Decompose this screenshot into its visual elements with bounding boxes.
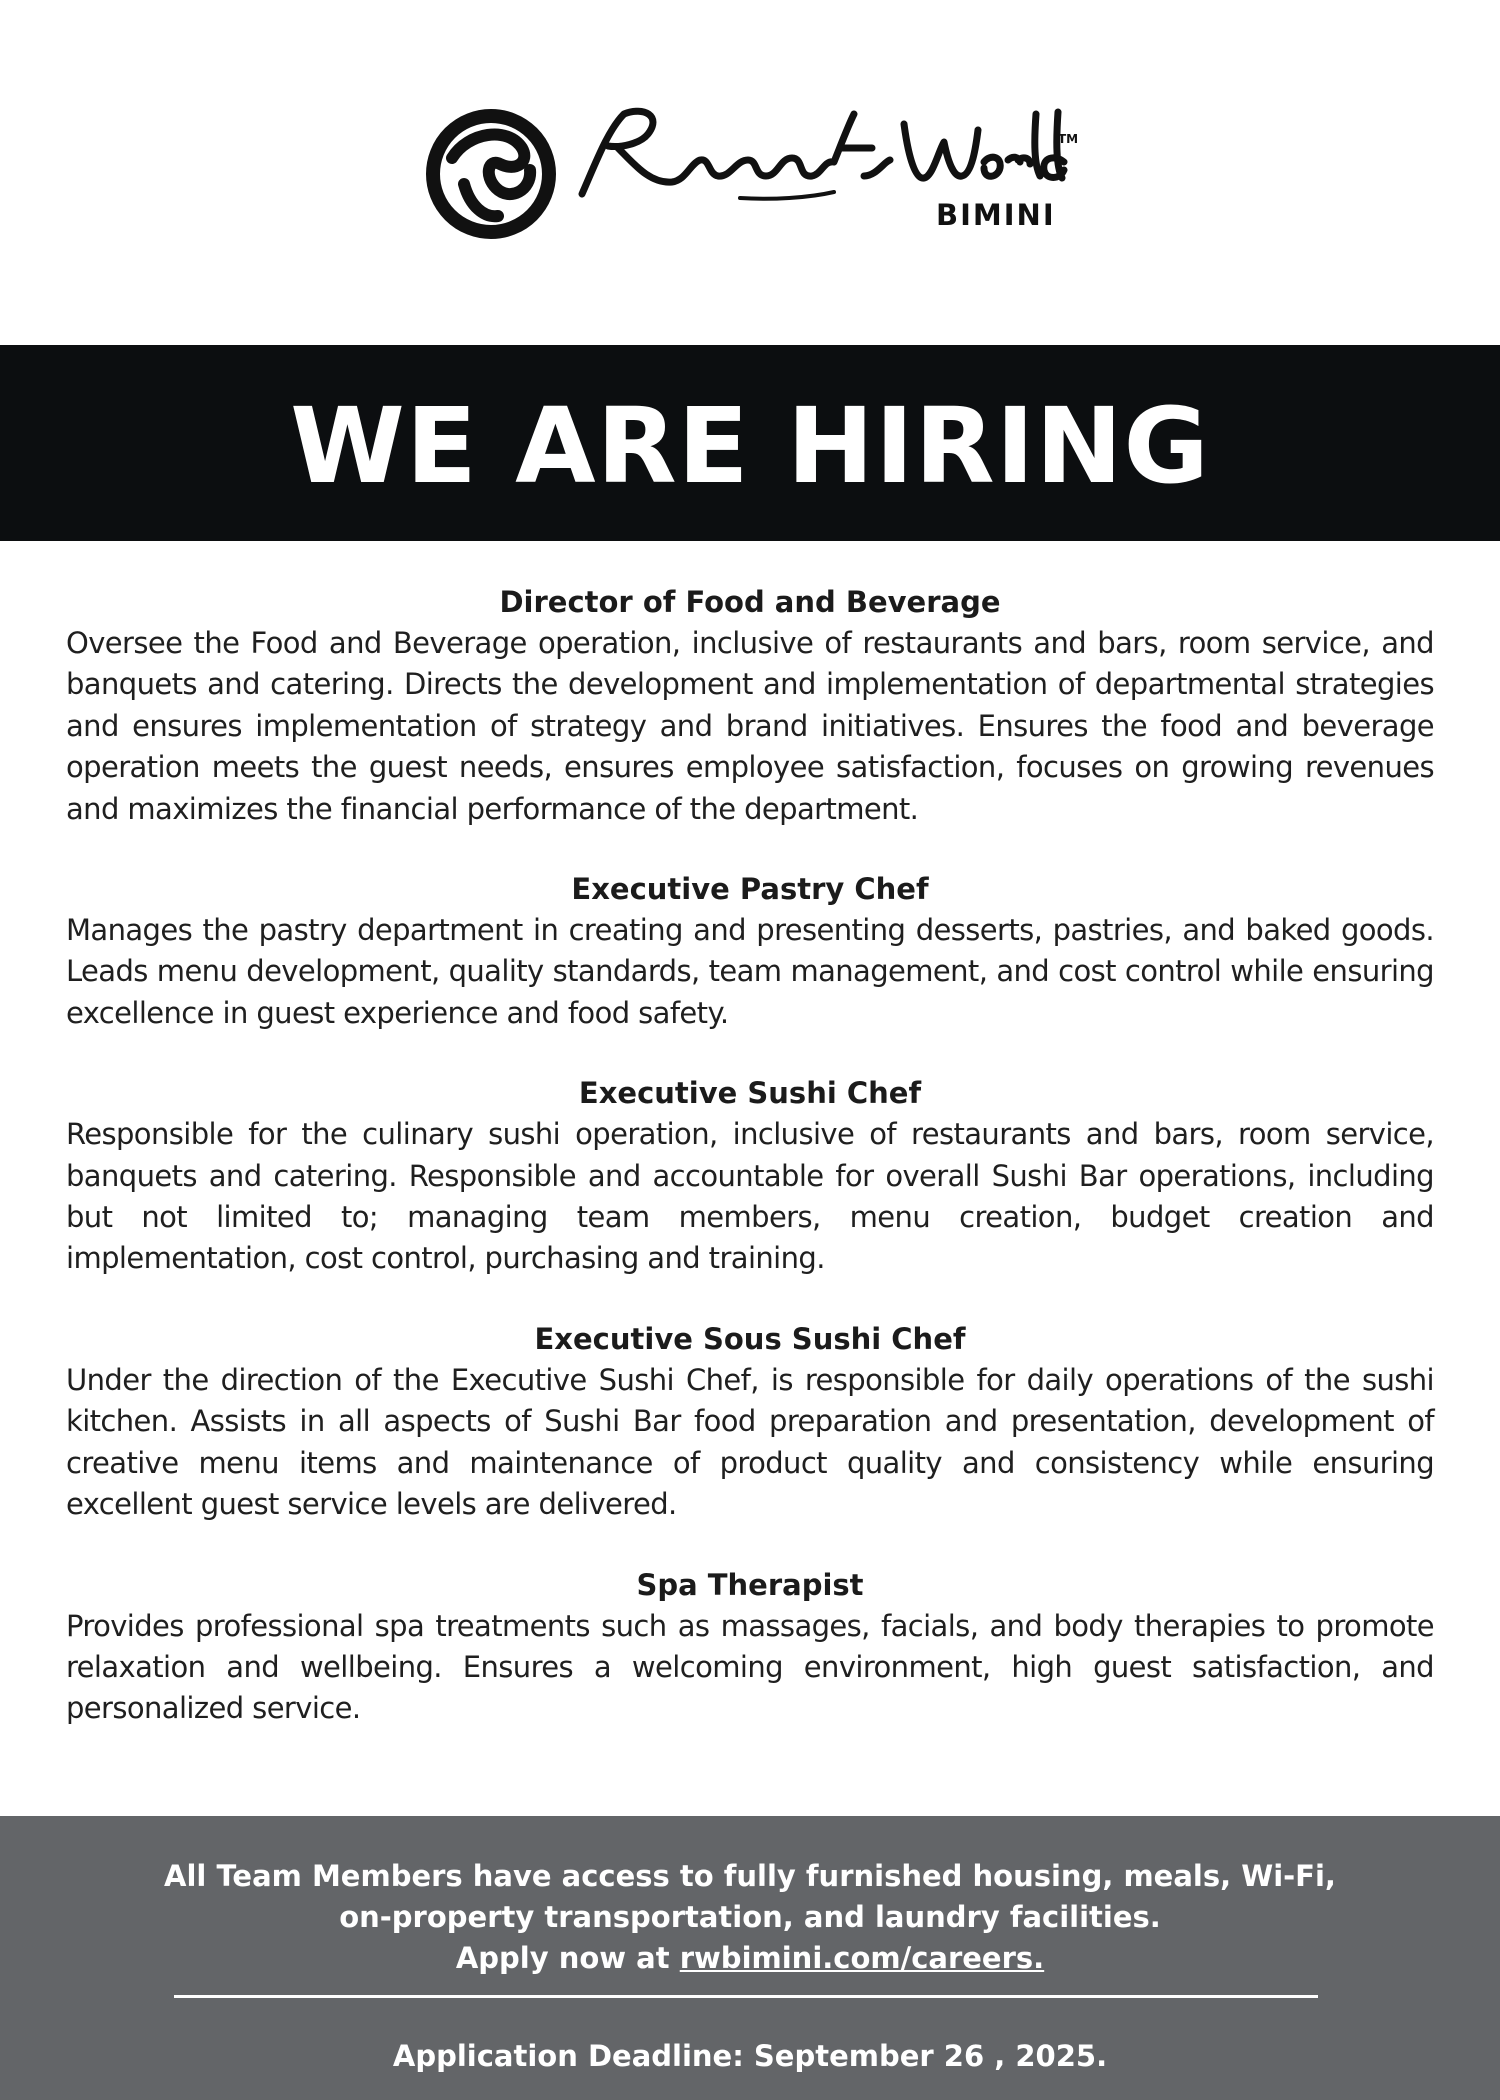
trademark-symbol: TM bbox=[1058, 132, 1079, 146]
resorts-world-emblem-icon bbox=[426, 106, 556, 241]
job-title: Executive Pastry Chef bbox=[571, 872, 929, 907]
job-listing bbox=[66, 869, 1434, 1034]
hiring-banner bbox=[0, 345, 1500, 541]
job-description: Responsible for the culinary sushi operation, inclusive of restaurants and bars, room service, banquets and catering. Responsible and accountable for overall Sushi Bar operations, including but not limited to; managing team members, menu creation, budget creation and implementation, cost control, purchasing and training. bbox=[66, 1117, 1434, 1276]
apply-line bbox=[0, 1938, 1500, 1979]
job-description: Provides professional spa treatments such as massages, facials, and body therapies to promote relaxation and wellbeing. Ensures a welcoming environment, high guest satisfaction, and personalized service. bbox=[66, 1608, 1434, 1726]
job-description: Manages the pastry department in creating and presenting desserts, pastries, and baked goods. Leads menu development, quality standards, team management, and cost control while ensuring excellence in guest experience and food safety. bbox=[66, 913, 1434, 1030]
benefits-text bbox=[0, 1856, 1500, 1979]
application-deadline: Application Deadline: September 26 , 2025. bbox=[392, 2039, 1108, 2073]
job-description: Under the direction of the Executive Sushi Chef, is responsible for daily operations of the sushi kitchen. Assists in all aspects of Sushi Bar food preparation and presentation, development of creative menu items and maintenance of product quality and consistency while ensuring excellent guest service levels are delivered. bbox=[66, 1362, 1434, 1522]
job-list bbox=[66, 582, 1434, 1769]
job-title: Director of Food and Beverage bbox=[499, 585, 1001, 619]
job-title: Executive Sushi Chef bbox=[578, 1076, 922, 1111]
careers-link[interactable]: rwbimini.com/careers. bbox=[679, 1941, 1045, 1975]
benefits-footer bbox=[0, 1816, 1500, 2100]
job-title: Executive Sous Sushi Chef bbox=[534, 1321, 966, 1356]
brand-location: BIMINI bbox=[936, 198, 1056, 232]
job-description: Oversee the Food and Beverage operation, inclusive of restaurants and bars, room service, and banquets and catering. Directs the development and implementation of departmental strategies and ensures implementation of strategy and brand initiatives. Ensures the food and beverage operation meets the guest needs, ensures employee satisfaction, focuses on growing revenues and maximizes the financial performance of the department. bbox=[66, 626, 1434, 826]
job-listing bbox=[66, 1319, 1434, 1526]
job-listing bbox=[66, 1073, 1434, 1280]
page-title: WE ARE HIRING bbox=[290, 385, 1210, 507]
job-listing bbox=[66, 582, 1434, 830]
job-title: Spa Therapist bbox=[636, 1567, 864, 1602]
footer-divider bbox=[174, 1995, 1318, 1998]
apply-prefix: Apply now at bbox=[455, 1941, 670, 1975]
job-listing bbox=[66, 1565, 1434, 1730]
benefits-line: All Team Members have access to fully furnished housing, meals, Wi-Fi, bbox=[164, 1859, 1336, 1893]
benefits-line: on-property transportation, and laundry facilities. bbox=[339, 1900, 1161, 1934]
brand-header bbox=[0, 0, 1500, 345]
resorts-world-script-logo bbox=[572, 102, 1072, 202]
